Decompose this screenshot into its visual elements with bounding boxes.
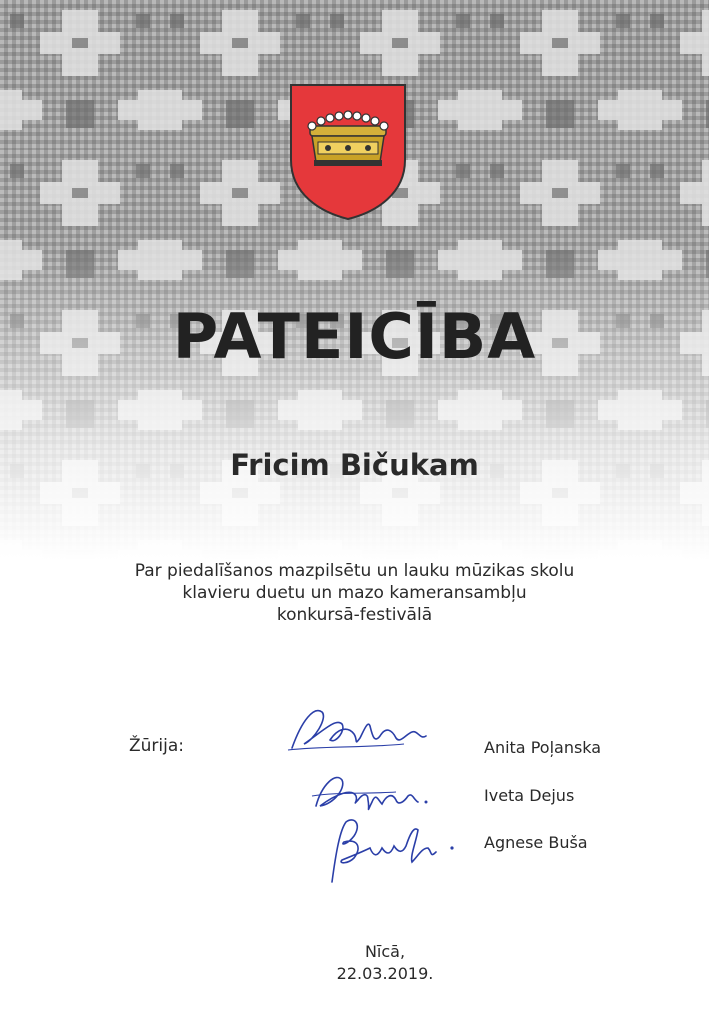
description-line: klavieru duetu un mazo kameransambļu <box>182 583 527 603</box>
recipient-name: Fricim Bičukam <box>230 448 479 482</box>
jury-member-name: Iveta Dejus <box>484 786 575 805</box>
jury-member-name: Anita Poļanska <box>484 738 602 757</box>
signature-agnese-busa <box>318 812 468 887</box>
award-description <box>100 560 609 626</box>
description-line: konkursā-festivālā <box>276 605 433 625</box>
place-and-date <box>0 941 709 985</box>
description-line: Par piedalīšanos mazpilsētu un lauku mūzikas skolu <box>134 561 575 581</box>
certificate-title: PATEICĪBA <box>172 300 537 373</box>
coat-of-arms-crown-icon <box>288 82 408 222</box>
date: 22.03.2019. <box>336 964 434 983</box>
signature-anita-polanska <box>284 700 434 760</box>
signature-iveta-dejus <box>306 766 436 816</box>
jury-member-name: Agnese Buša <box>484 833 588 852</box>
place: Nīcā, <box>364 942 406 961</box>
jury-label: Žūrija: <box>129 736 185 756</box>
